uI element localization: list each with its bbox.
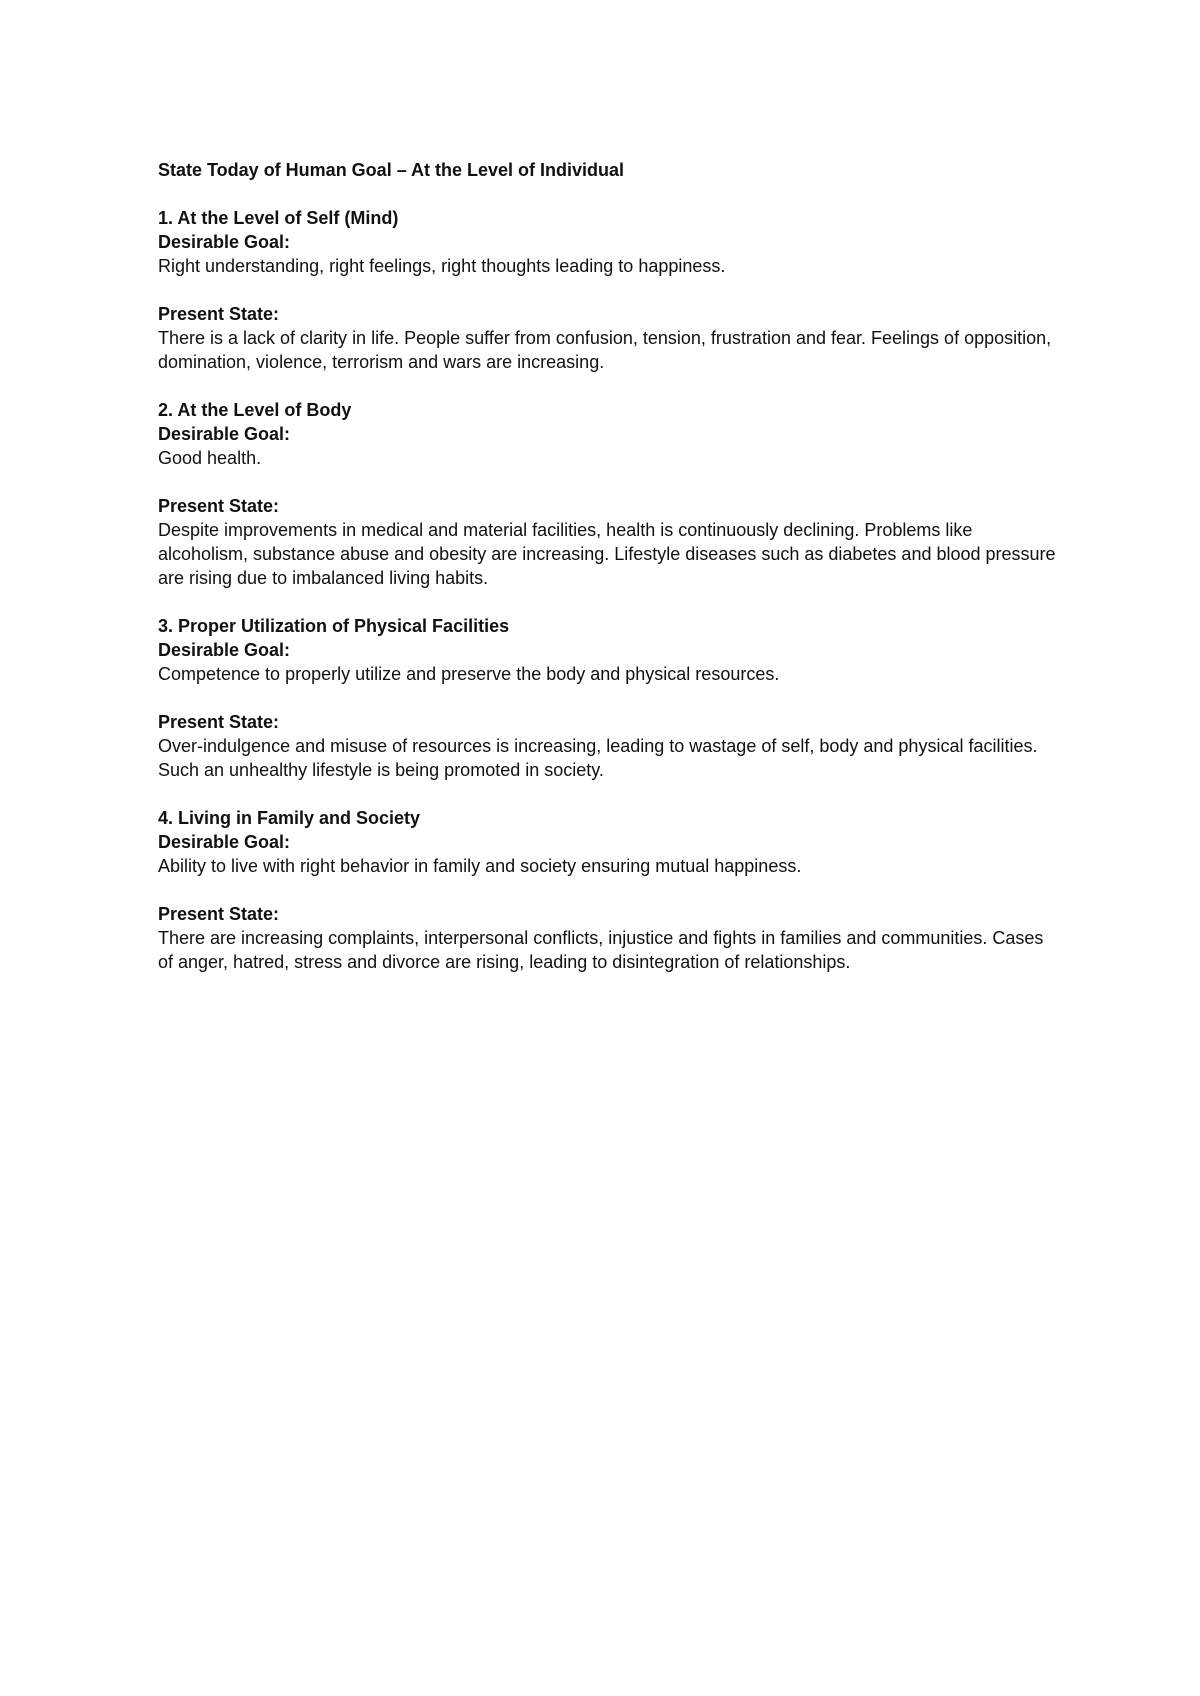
document-content bbox=[158, 158, 1058, 974]
desirable-goal-label: Desirable Goal: bbox=[158, 832, 291, 852]
desirable-goal-label: Desirable Goal: bbox=[158, 232, 291, 252]
section-heading: 1. At the Level of Self (Mind) bbox=[158, 208, 399, 228]
present-state-label: Present State: bbox=[158, 304, 280, 324]
present-state-text: Despite improvements in medical and material facilities, health is continuously declining. Problems like alcoholism, substance abuse and obesity are increasing. Lifestyle diseases such as diabetes and blood pressure are rising due to imbalanced living habits. bbox=[158, 520, 1056, 588]
section-heading: 4. Living in Family and Society bbox=[158, 808, 421, 828]
present-state-text: Over-indulgence and misuse of resources is increasing, leading to wastage of self, body and physical facilities. Such an unhealthy lifestyle is being promoted in society. bbox=[158, 736, 1038, 780]
section-family-society bbox=[158, 806, 1058, 974]
desirable-goal-label: Desirable Goal: bbox=[158, 424, 291, 444]
present-state-text: There is a lack of clarity in life. People suffer from confusion, tension, frustration and fear. Feelings of opposition, domination, violence, terrorism and wars are increasing. bbox=[158, 328, 1052, 372]
section-self-mind bbox=[158, 206, 1058, 374]
document-title: State Today of Human Goal – At the Level of Individual bbox=[158, 160, 625, 180]
present-state-text: There are increasing complaints, interpersonal conflicts, injustice and fights in families and communities. Cases of anger, hatred, stress and divorce are rising, leading to disintegration of relationships. bbox=[158, 928, 1044, 972]
desirable-goal-text: Competence to properly utilize and preserve the body and physical resources. bbox=[158, 664, 780, 684]
present-state-label: Present State: bbox=[158, 712, 280, 732]
desirable-goal-text: Right understanding, right feelings, right thoughts leading to happiness. bbox=[158, 256, 726, 276]
desirable-goal-text: Good health. bbox=[158, 448, 262, 468]
section-body bbox=[158, 398, 1058, 590]
section-heading: 3. Proper Utilization of Physical Facilities bbox=[158, 616, 510, 636]
desirable-goal-label: Desirable Goal: bbox=[158, 640, 291, 660]
present-state-label: Present State: bbox=[158, 904, 280, 924]
section-heading: 2. At the Level of Body bbox=[158, 400, 352, 420]
section-physical-facilities bbox=[158, 614, 1058, 782]
present-state-label: Present State: bbox=[158, 496, 280, 516]
desirable-goal-text: Ability to live with right behavior in family and society ensuring mutual happiness. bbox=[158, 856, 802, 876]
